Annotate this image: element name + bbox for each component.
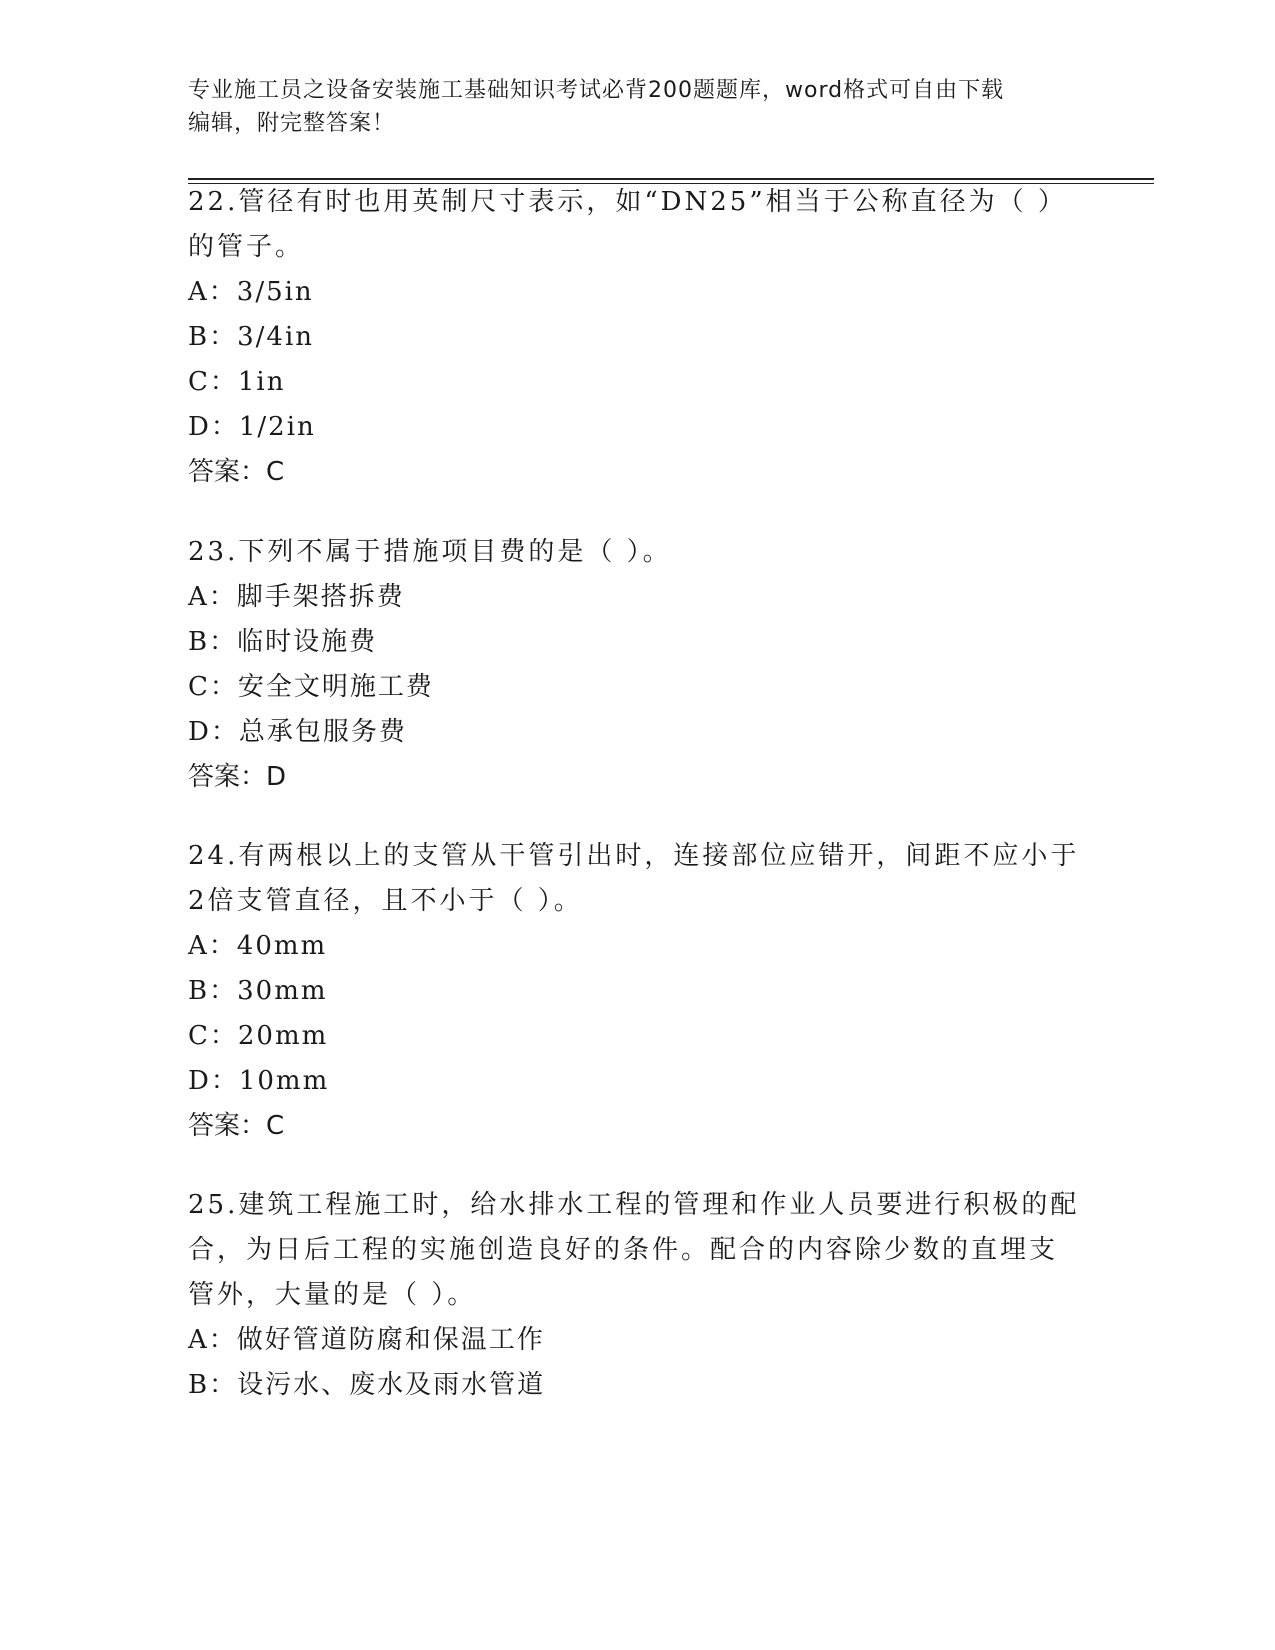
- answer-line: 答案：D: [188, 762, 287, 792]
- question-23: [188, 530, 1088, 800]
- option-d: D：10mm: [188, 1066, 330, 1096]
- option-d: D：总承包服务费: [188, 717, 407, 747]
- option-a: A：40mm: [188, 931, 328, 961]
- option-a: A：脚手架搭拆费: [188, 582, 405, 612]
- option-a: A：3/5in: [188, 277, 314, 307]
- option-c: C：20mm: [188, 1021, 329, 1051]
- option-b: B：30mm: [188, 976, 328, 1006]
- question-stem-line: 25.建筑工程施工时，给水排水工程的管理和作业人员要进行积极的配: [188, 1190, 1080, 1220]
- document-header: [188, 74, 1088, 140]
- option-b: B：设污水、废水及雨水管道: [188, 1370, 546, 1400]
- option-d: D：1/2in: [188, 412, 316, 442]
- question-stem-line: 管外，大量的是（ ）。: [188, 1280, 477, 1310]
- option-b: B：3/4in: [188, 322, 315, 352]
- option-c: C：安全文明施工费: [188, 672, 434, 702]
- question-24: [188, 834, 1088, 1149]
- option-c: C：1in: [188, 367, 286, 397]
- question-stem-line: 合，为日后工程的实施创造良好的条件。配合的内容除少数的直埋支: [188, 1235, 1059, 1265]
- question-stem-line: 23.下列不属于措施项目费的是（ ）。: [188, 537, 672, 567]
- answer-line: 答案：C: [188, 457, 285, 487]
- option-b: B：临时设施费: [188, 627, 378, 657]
- question-22: [188, 180, 1088, 495]
- question-25: [188, 1183, 1088, 1408]
- header-line-2: 编辑，附完整答案！: [188, 111, 396, 136]
- option-a: A：做好管道防腐和保温工作: [188, 1325, 545, 1355]
- answer-line: 答案：C: [188, 1111, 285, 1141]
- question-stem-line: 22.管径有时也用英制尺寸表示，如“DN25”相当于公称直径为（ ）: [188, 187, 1067, 217]
- question-stem-line: 的管子。: [188, 232, 305, 262]
- header-line-1: 专业施工员之设备安装施工基础知识考试必背200题题库，word格式可自由下载: [188, 78, 1005, 103]
- question-stem-line: 24.有两根以上的支管从干管引出时，连接部位应错开，间距不应小于: [188, 841, 1080, 871]
- question-stem-line: 2倍支管直径，且不小于（ ）。: [188, 886, 583, 916]
